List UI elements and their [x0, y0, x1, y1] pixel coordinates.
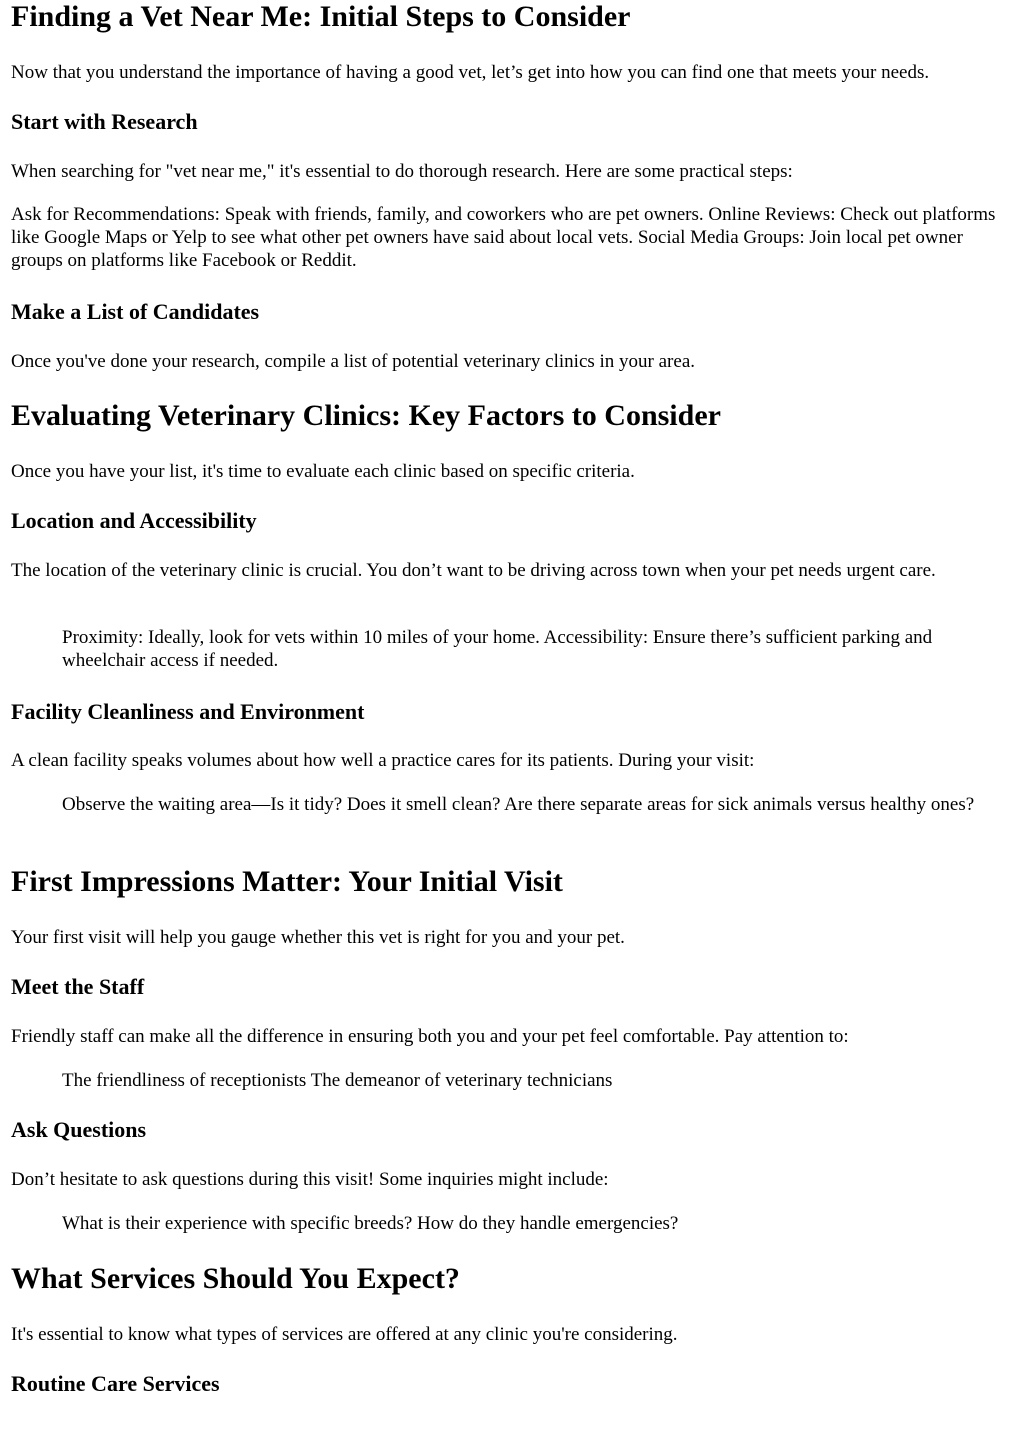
paragraph: Ask for Recommendations: Speak with friends, family, and coworkers who are pet owners. Online Reviews: Check out platforms like Google Maps or Yelp to see what other pet owners have said about local vets. Social Media Groups: Join local pet owner groups on platforms like Facebook or Reddit.: [11, 204, 996, 271]
paragraph: When searching for "vet near me," it's essential to do thorough research. Here are some practical steps:: [11, 161, 793, 182]
paragraph: A clean facility speaks volumes about how well a practice cares for its patients. During your visit:: [11, 750, 755, 771]
subsection-heading: Start with Research: [11, 109, 198, 134]
section-intro: Your first visit will help you gauge whether this vet is right for you and your pet.: [11, 927, 625, 948]
section-intro: Once you have your list, it's time to evaluate each clinic based on specific criteria.: [11, 461, 635, 482]
section-heading: What Services Should You Expect?: [11, 1262, 460, 1295]
paragraph: Friendly staff can make all the difference in ensuring both you and your pet feel comfortable. Pay attention to:: [11, 1026, 849, 1047]
paragraph: Don’t hesitate to ask questions during this visit! Some inquiries might include:: [11, 1169, 609, 1190]
section-intro: It's essential to know what types of services are offered at any clinic you're considering.: [11, 1324, 678, 1345]
subsection-heading: Make a List of Candidates: [11, 299, 260, 324]
subsection-heading: Meet the Staff: [11, 974, 145, 999]
section-heading: Evaluating Veterinary Clinics: Key Factors to Consider: [11, 399, 721, 432]
section-heading: Finding a Vet Near Me: Initial Steps to Consider: [11, 0, 631, 33]
section-intro: Now that you understand the importance of having a good vet, let’s get into how you can find one that meets your needs.: [11, 62, 930, 83]
blockquote: What is their experience with specific breeds? How do they handle emergencies?: [62, 1213, 679, 1234]
subsection-heading: Facility Cleanliness and Environment: [11, 699, 365, 724]
subsection-heading: Routine Care Services: [11, 1371, 220, 1396]
blockquote: Observe the waiting area—Is it tidy? Does it smell clean? Are there separate areas for sick animals versus healthy ones?: [62, 794, 975, 815]
blockquote: Proximity: Ideally, look for vets within 10 miles of your home. Accessibility: Ensure there’s sufficient parking and wheelchair access if needed.: [62, 627, 933, 671]
paragraph: Once you've done your research, compile a list of potential veterinary clinics in your area.: [11, 351, 695, 372]
subsection-heading: Ask Questions: [11, 1117, 147, 1142]
blockquote: The friendliness of receptionists The demeanor of veterinary technicians: [62, 1070, 613, 1091]
paragraph: The location of the veterinary clinic is crucial. You don’t want to be driving across town when your pet needs urgent care.: [11, 560, 936, 581]
subsection-heading: Location and Accessibility: [11, 508, 257, 533]
section-heading: First Impressions Matter: Your Initial Visit: [11, 865, 563, 898]
